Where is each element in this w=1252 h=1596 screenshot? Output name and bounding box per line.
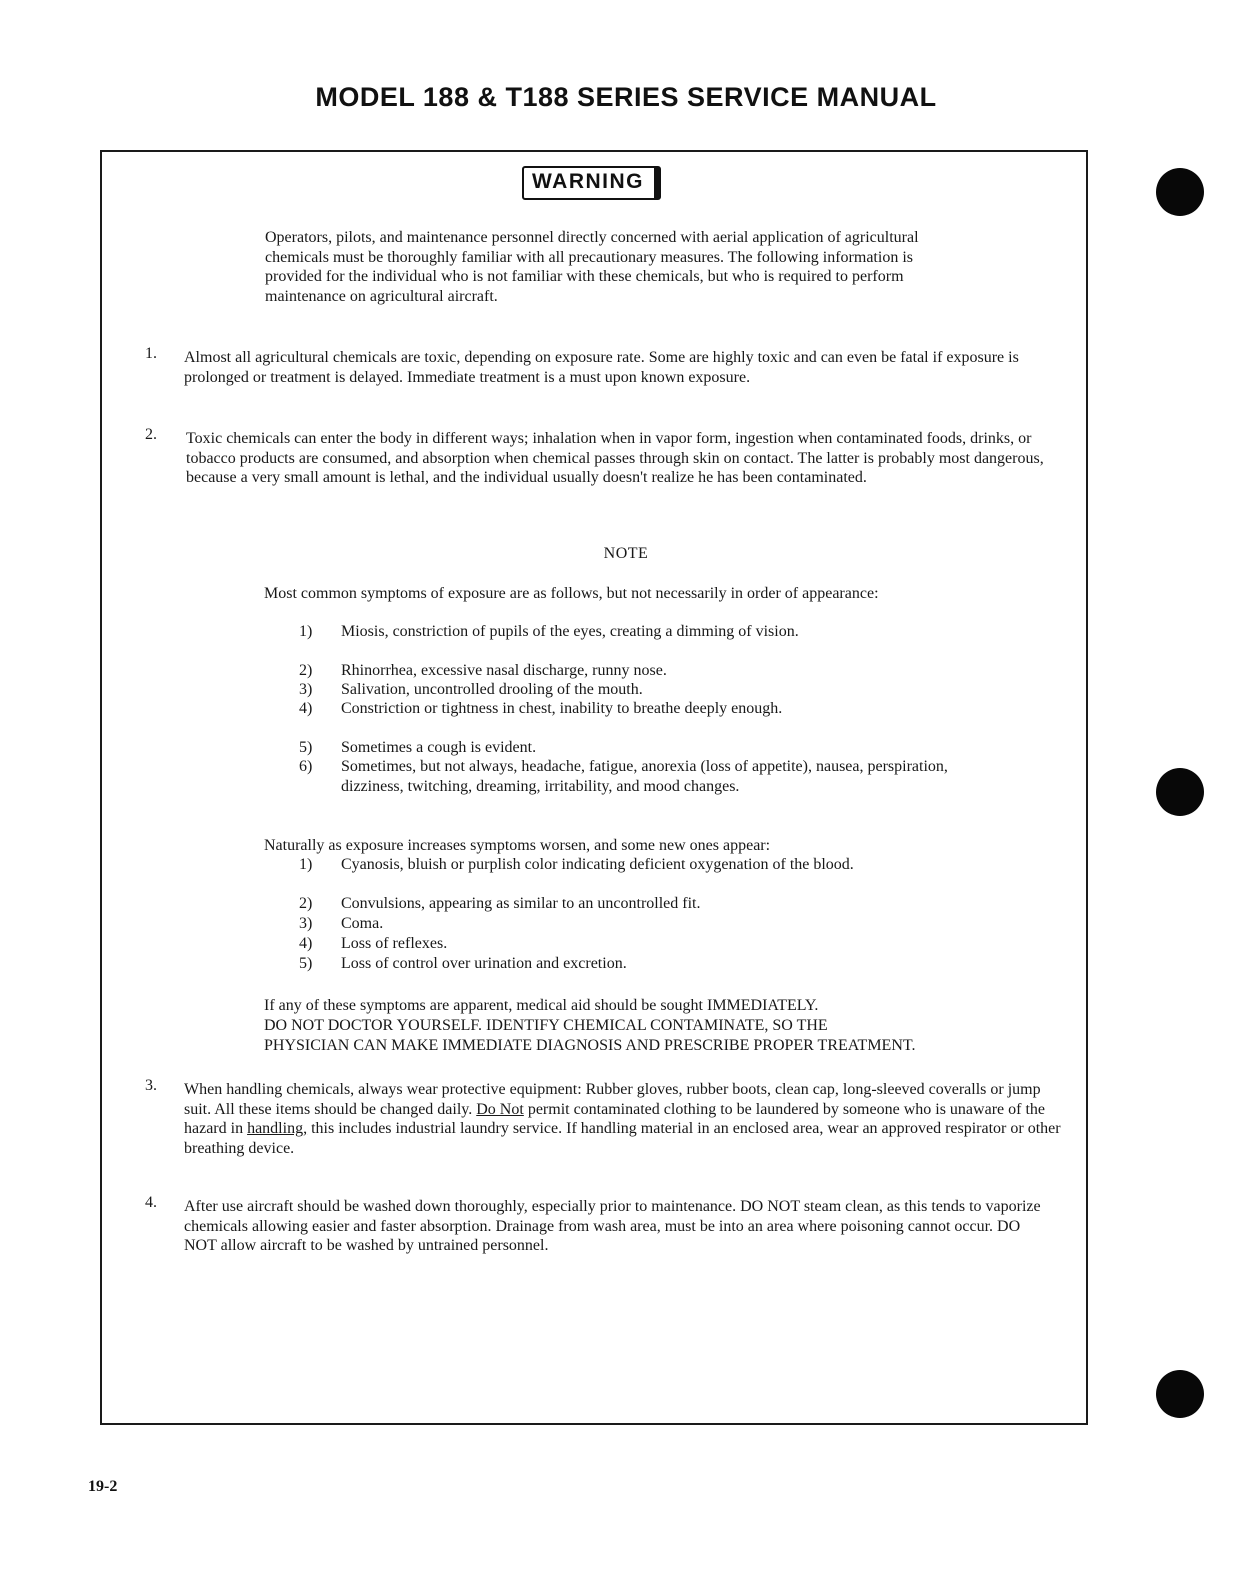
item-number: 4. bbox=[145, 1194, 157, 1211]
medical-aid-line-2: DO NOT DOCTOR YOURSELF. IDENTIFY CHEMICAL CONTAMINATE, SO THE bbox=[264, 1017, 828, 1034]
item-text bbox=[184, 1080, 1064, 1158]
binder-hole bbox=[1156, 1370, 1204, 1418]
item-emphasis: Do Not bbox=[476, 1100, 524, 1118]
warning-label: WARNING bbox=[522, 166, 661, 200]
item-text: Almost all agricultural chemicals are toxic, depending on exposure rate. Some are highly toxic and can even be fatal if exposure is prolonged or treatment is delayed. Immediate treatment is a must upon known exposure. bbox=[184, 349, 1019, 386]
symptom-text: Loss of reflexes. bbox=[341, 935, 448, 952]
symptom-number: 2) bbox=[299, 895, 313, 912]
note-heading: NOTE bbox=[603, 545, 649, 562]
symptom-text: Cyanosis, bluish or purplish color indicating deficient oxygenation of the blood. bbox=[341, 856, 854, 873]
page-title: MODEL 188 & T188 SERIES SERVICE MANUAL bbox=[315, 82, 937, 112]
page-number: 19-2 bbox=[88, 1478, 118, 1495]
symptom-text: Coma. bbox=[341, 915, 384, 932]
binder-hole bbox=[1156, 168, 1204, 216]
symptom-text: Sometimes, but not always, headache, fatigue, anorexia (loss of appetite), nausea, perspiration, dizziness, twitching, dreaming, irritability, and mood changes. bbox=[341, 758, 948, 795]
binder-hole bbox=[1156, 768, 1204, 816]
item-emphasis: handling, bbox=[247, 1120, 308, 1137]
intro-paragraph: Operators, pilots, and maintenance personnel directly concerned with aerial application of agricultural chemicals must be thoroughly familiar with all precautionary measures. The following information is provided for the individual who is not familiar with these chemicals, but who is required to perform maintenance on agricultural aircraft. bbox=[265, 229, 919, 305]
item-text: After use aircraft should be washed down thoroughly, especially prior to maintenance. DO NOT steam clean, as this tends to vaporize chemicals allowing easier and faster absorption. Drainage from wash area, must be into an area where poisoning cannot occur. DO NOT allow aircraft to be washed by untrained personnel. bbox=[184, 1198, 1041, 1254]
item-number: 3. bbox=[145, 1077, 157, 1094]
symptom-number: 4) bbox=[299, 700, 313, 717]
item-number: 1. bbox=[145, 345, 157, 362]
item-text-part: permit contaminated clothing to be laundered by someone who is unaware of the hazard in bbox=[184, 1100, 1045, 1137]
item-number: 2. bbox=[145, 426, 157, 443]
item-text-part: When handling chemicals, always wear protective equipment: Rubber gloves, rubber boots, clean cap, long-sleeved coveralls or jump suit. All these items should be changed daily. bbox=[184, 1081, 1041, 1118]
symptom-number: 5) bbox=[299, 955, 313, 972]
item-text-part: this includes industrial laundry service. If handling material in an enclosed area, wear an approved respirator or other breathing device. bbox=[184, 1120, 1061, 1157]
symptom-number: 1) bbox=[299, 623, 313, 640]
symptom-text: Sometimes a cough is evident. bbox=[341, 739, 537, 756]
symptom-number: 4) bbox=[299, 935, 313, 952]
medical-aid-line-3: PHYSICIAN CAN MAKE IMMEDIATE DIAGNOSIS AND PRESCRIBE PROPER TREATMENT. bbox=[264, 1037, 916, 1054]
symptom-number: 5) bbox=[299, 739, 313, 756]
symptom-text: Loss of control over urination and excretion. bbox=[341, 955, 627, 972]
symptom-text: Rhinorrhea, excessive nasal discharge, runny nose. bbox=[341, 662, 667, 679]
symptom-text: Miosis, constriction of pupils of the eyes, creating a dimming of vision. bbox=[341, 623, 799, 640]
worsening-intro: Naturally as exposure increases symptoms worsen, and some new ones appear: bbox=[264, 837, 771, 854]
item-text: Toxic chemicals can enter the body in different ways; inhalation when in vapor form, ingestion when contaminated foods, drinks, or tobacco products are consumed, and absorption when chemical passes through skin on contact. The latter is probably most dangerous, because a very small amount is lethal, and the individual usually doesn't realize he has been contaminated. bbox=[186, 430, 1044, 486]
symptom-text: Convulsions, appearing as similar to an uncontrolled fit. bbox=[341, 895, 701, 912]
symptom-text: Salivation, uncontrolled drooling of the mouth. bbox=[341, 681, 643, 698]
symptom-number: 2) bbox=[299, 662, 313, 679]
medical-aid-line-1: If any of these symptoms are apparent, medical aid should be sought IMMEDIATELY. bbox=[264, 997, 819, 1014]
symptom-text: Constriction or tightness in chest, inability to breathe deeply enough. bbox=[341, 700, 783, 717]
symptom-number: 1) bbox=[299, 856, 313, 873]
symptom-number: 3) bbox=[299, 915, 313, 932]
symptom-number: 3) bbox=[299, 681, 313, 698]
symptom-number: 6) bbox=[299, 758, 313, 775]
note-intro: Most common symptoms of exposure are as follows, but not necessarily in order of appearance: bbox=[264, 585, 879, 602]
